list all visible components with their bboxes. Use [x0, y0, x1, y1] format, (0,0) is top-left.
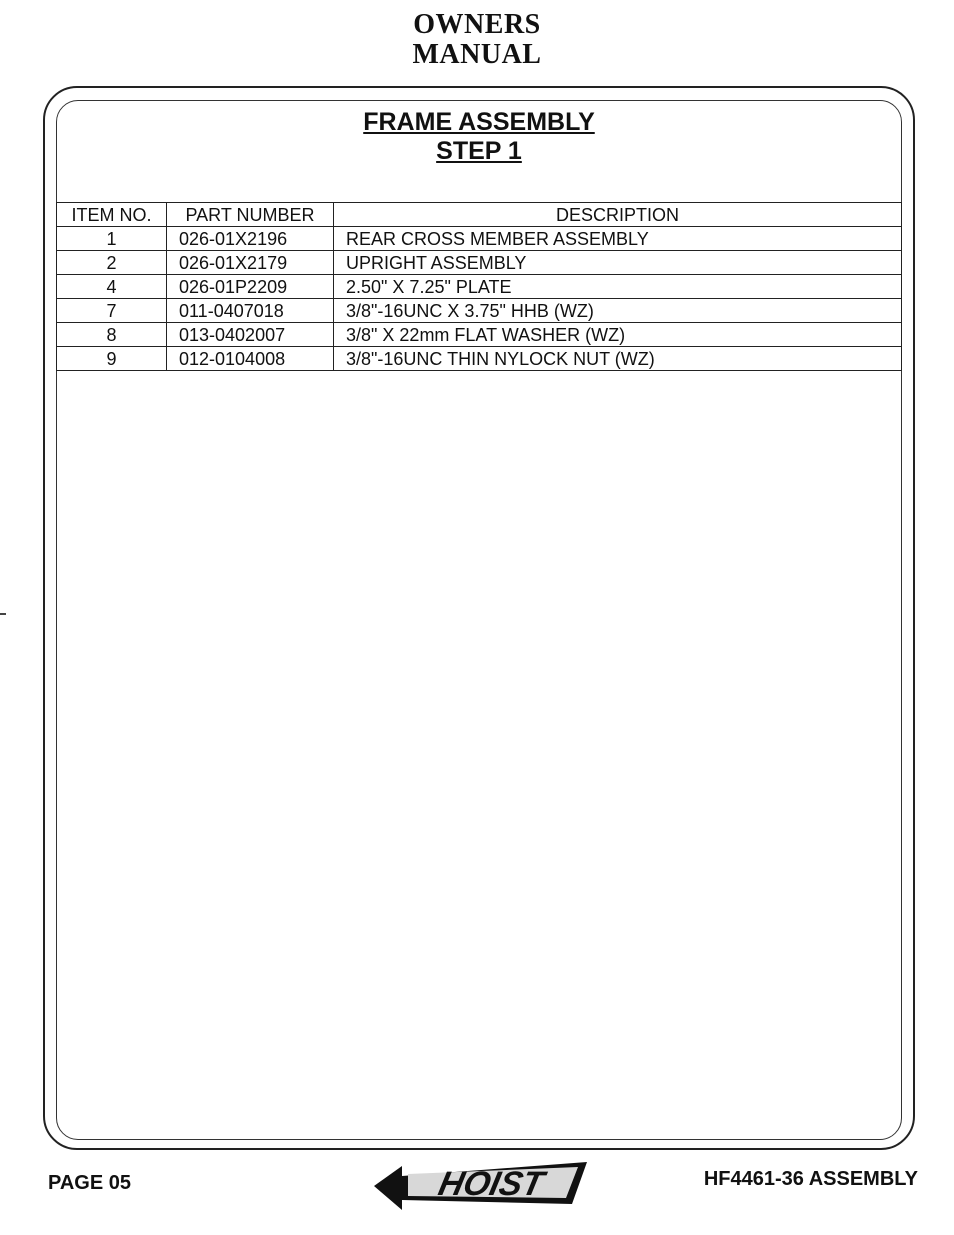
header-item-no: ITEM NO. [57, 203, 167, 227]
part-number-cell: 011-0407018 [167, 299, 334, 323]
item-no-cell: 2 [57, 251, 167, 275]
item-no-cell: 1 [57, 227, 167, 251]
item-no-cell: 7 [57, 299, 167, 323]
description-cell: UPRIGHT ASSEMBLY [334, 251, 902, 275]
description-cell: 3/8"-16UNC X 3.75" HHB (WZ) [334, 299, 902, 323]
description-cell: 3/8" X 22mm FLAT WASHER (WZ) [334, 323, 902, 347]
table-row [57, 299, 902, 323]
part-number-cell: 013-0402007 [167, 323, 334, 347]
table-row [57, 323, 902, 347]
table-row [57, 347, 902, 371]
description-cell: REAR CROSS MEMBER ASSEMBLY [334, 227, 902, 251]
item-no-cell: 8 [57, 323, 167, 347]
header-line-1: OWNERS [413, 9, 541, 40]
header-line-2: MANUAL [412, 39, 542, 70]
item-no-cell: 9 [57, 347, 167, 371]
table-row [57, 227, 902, 251]
part-number-cell: 012-0104008 [167, 347, 334, 371]
title-line-1: FRAME ASSEMBLY [363, 108, 595, 136]
parts-table [56, 202, 902, 371]
part-number-cell: 026-01P2209 [167, 275, 334, 299]
scan-mark [0, 613, 6, 615]
table-row [57, 251, 902, 275]
part-number-cell: 026-01X2179 [167, 251, 334, 275]
model-assembly-label: HF4461-36 ASSEMBLY [703, 1168, 918, 1190]
item-no-cell: 4 [57, 275, 167, 299]
section-title [56, 108, 902, 166]
description-cell: 3/8"-16UNC THIN NYLOCK NUT (WZ) [334, 347, 902, 371]
title-line-2: STEP 1 [436, 137, 522, 165]
description-cell: 2.50" X 7.25" PLATE [334, 275, 902, 299]
table-header-row [57, 203, 902, 227]
logo-text: HOIST [435, 1165, 548, 1203]
table-row [57, 275, 902, 299]
header-description: DESCRIPTION [334, 203, 902, 227]
hoist-logo [372, 1152, 592, 1216]
part-number-cell: 026-01X2196 [167, 227, 334, 251]
header-part-number: PART NUMBER [167, 203, 334, 227]
manual-header [0, 10, 954, 70]
page-number: PAGE 05 [48, 1172, 131, 1194]
